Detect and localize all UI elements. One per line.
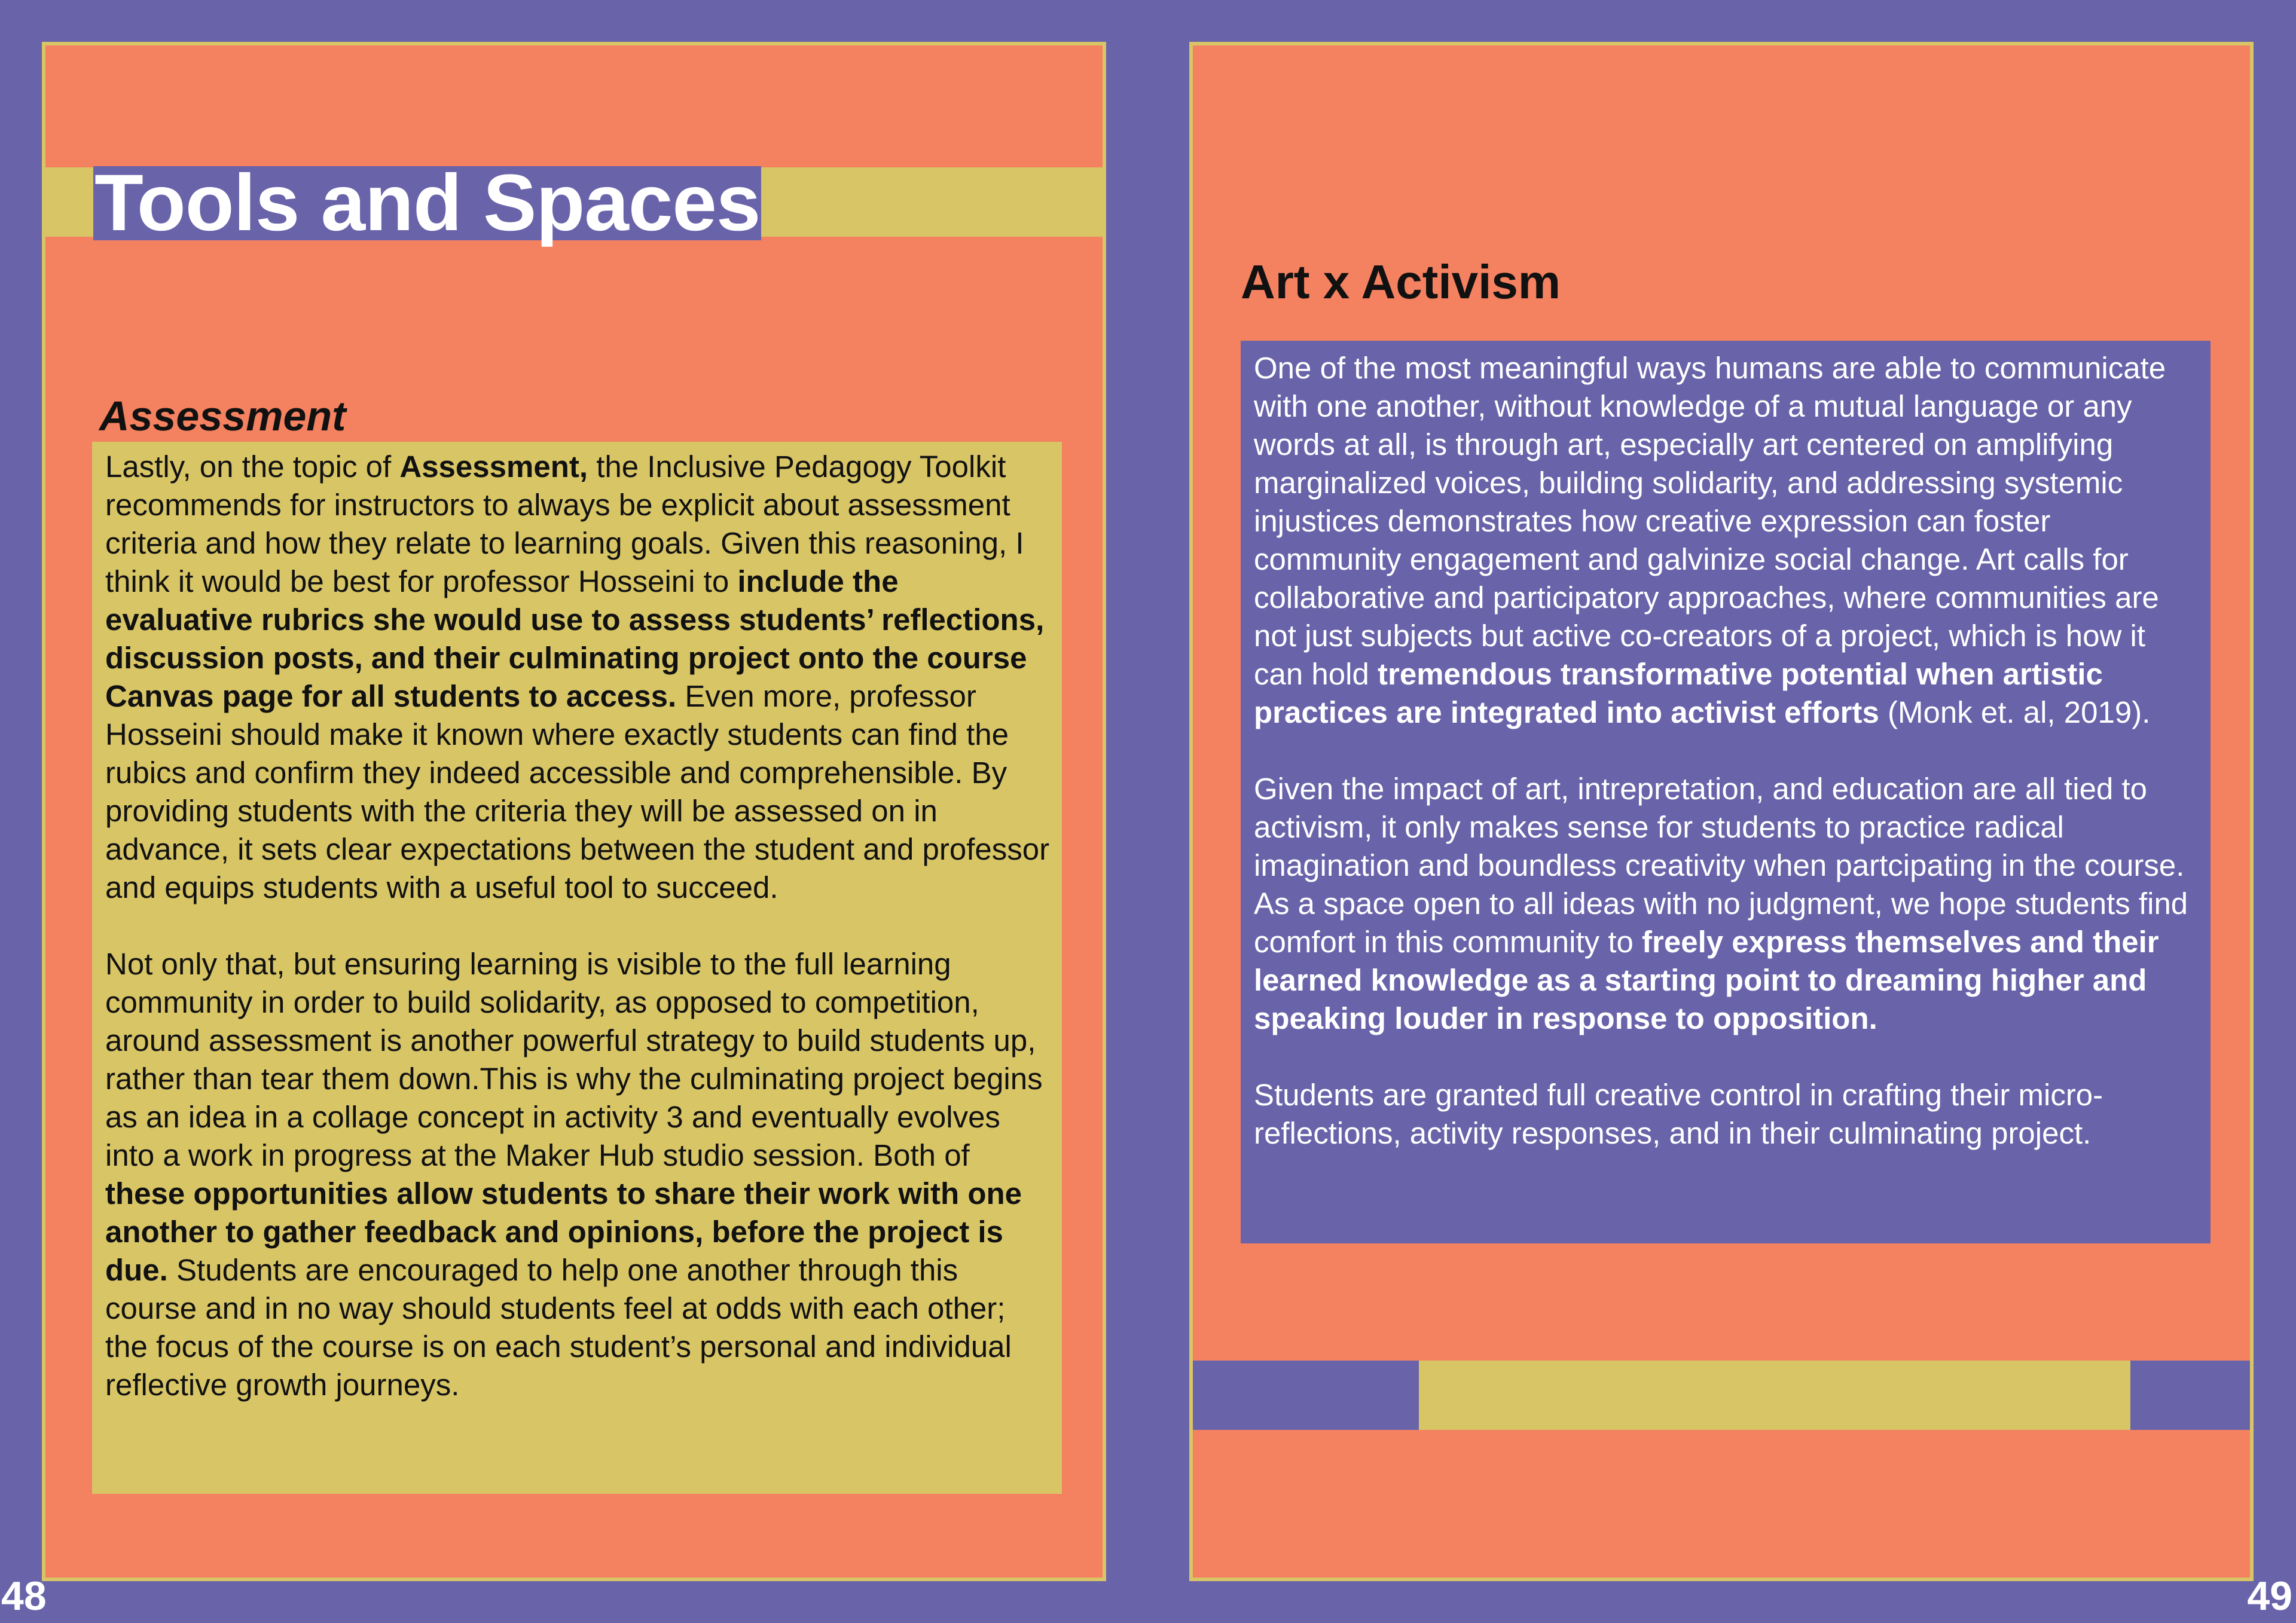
text-run: One of the most meaningful ways humans are able to communicate with one another, without knowledge of a mutual language or any words at all, is through art, especially art centered on amplifying marginalized voices, building solidarity, and addressing systemic injustices demonstrates how creative expression can foster community engagement and galvinize social change. Art calls for collaborative and participatory approaches, where communities are not just subjects but active co-creators of a project, which is how it can hold [1254, 351, 2166, 691]
bold-text: tremendous transformative potential when artistic practices are integrated into activist efforts [1254, 657, 2103, 729]
text-run: the Inclusive Pedagogy Toolkit recommends for instructors to always be explicit about assessment criteria and how they relate to learning goals. Given this reasoning, I think it would be best for professor Hosseini to [105, 450, 1024, 598]
bold-text: include the evaluative rubrics she would use to assess students’ reflections, discussion posts, and their culminating project onto the course Canvas page for all students to access. [105, 564, 1045, 713]
section-heading: Assessment [99, 393, 346, 439]
section-heading-art-activism: Art x Activism [1241, 255, 1561, 308]
decorative-stripe-purple-right [2130, 1361, 2254, 1430]
page-number-right: 49 [2247, 1573, 2292, 1619]
text-run: Even more, professor Hosseini should make it known where exactly students can find the rubics and confirm they indeed accessible and comprehensible. By providing students with the criteria they will be assessed on in advance, it sets clear expectations between the student and professor and equips students with a useful tool to succeed. [105, 679, 1050, 904]
text-run: Students are granted full creative control in crafting their micro-reflections, activity responses, and in their culminating project. [1254, 1078, 2103, 1150]
decorative-stripe-purple-left [1193, 1361, 1419, 1430]
text-run: Given the impact of art, intrepretation, and education are all tied to activism, it only makes sense for students to practice radical imagination and boundless creativity when partcipating in the course. As a space open to all ideas with no judgment, we hope students find comfort in this community to [1254, 772, 2188, 959]
right-page [1189, 42, 2254, 1581]
paragraph [1254, 1076, 2197, 1153]
text-run: Lastly, on the topic of [105, 450, 400, 484]
paragraph [105, 448, 1051, 907]
text-run: Students are encouraged to help one another through this course and in no way should students feel at odds with each other; the focus of the course is on each student’s personal and individual reflective growth journeys. [105, 1253, 1012, 1402]
decorative-stripe-yellow [1419, 1361, 2130, 1430]
bold-text: Assessment, [399, 450, 588, 484]
paragraph [1254, 349, 2197, 732]
left-page [42, 42, 1106, 1581]
page-number-left: 48 [1, 1573, 47, 1619]
assessment-text-box [92, 442, 1062, 1494]
page-title: Tools and Spaces [94, 158, 761, 247]
text-run: Not only that, but ensuring learning is visible to the full learning community in order to build solidarity, as opposed to competition, around assessment is another powerful strategy to build students up, rather than tear them down.This is why the culminating project begins as an idea in a collage concept in activity 3 and eventually evolves into a work in progress at the Maker Hub studio session. Both of [105, 947, 1043, 1172]
art-activism-text-box [1241, 341, 2210, 1243]
paragraph [1254, 770, 2197, 1038]
bold-text: these opportunities allow students to share their work with one another to gather feedback and opinions, before the project is due. [105, 1176, 1022, 1287]
paragraph [105, 945, 1051, 1404]
text-run: (Monk et. al, 2019). [1879, 695, 2151, 729]
bold-text: freely express themselves and their learned knowledge as a starting point to dreaming higher and speaking louder in response to opposition. [1254, 925, 2159, 1035]
